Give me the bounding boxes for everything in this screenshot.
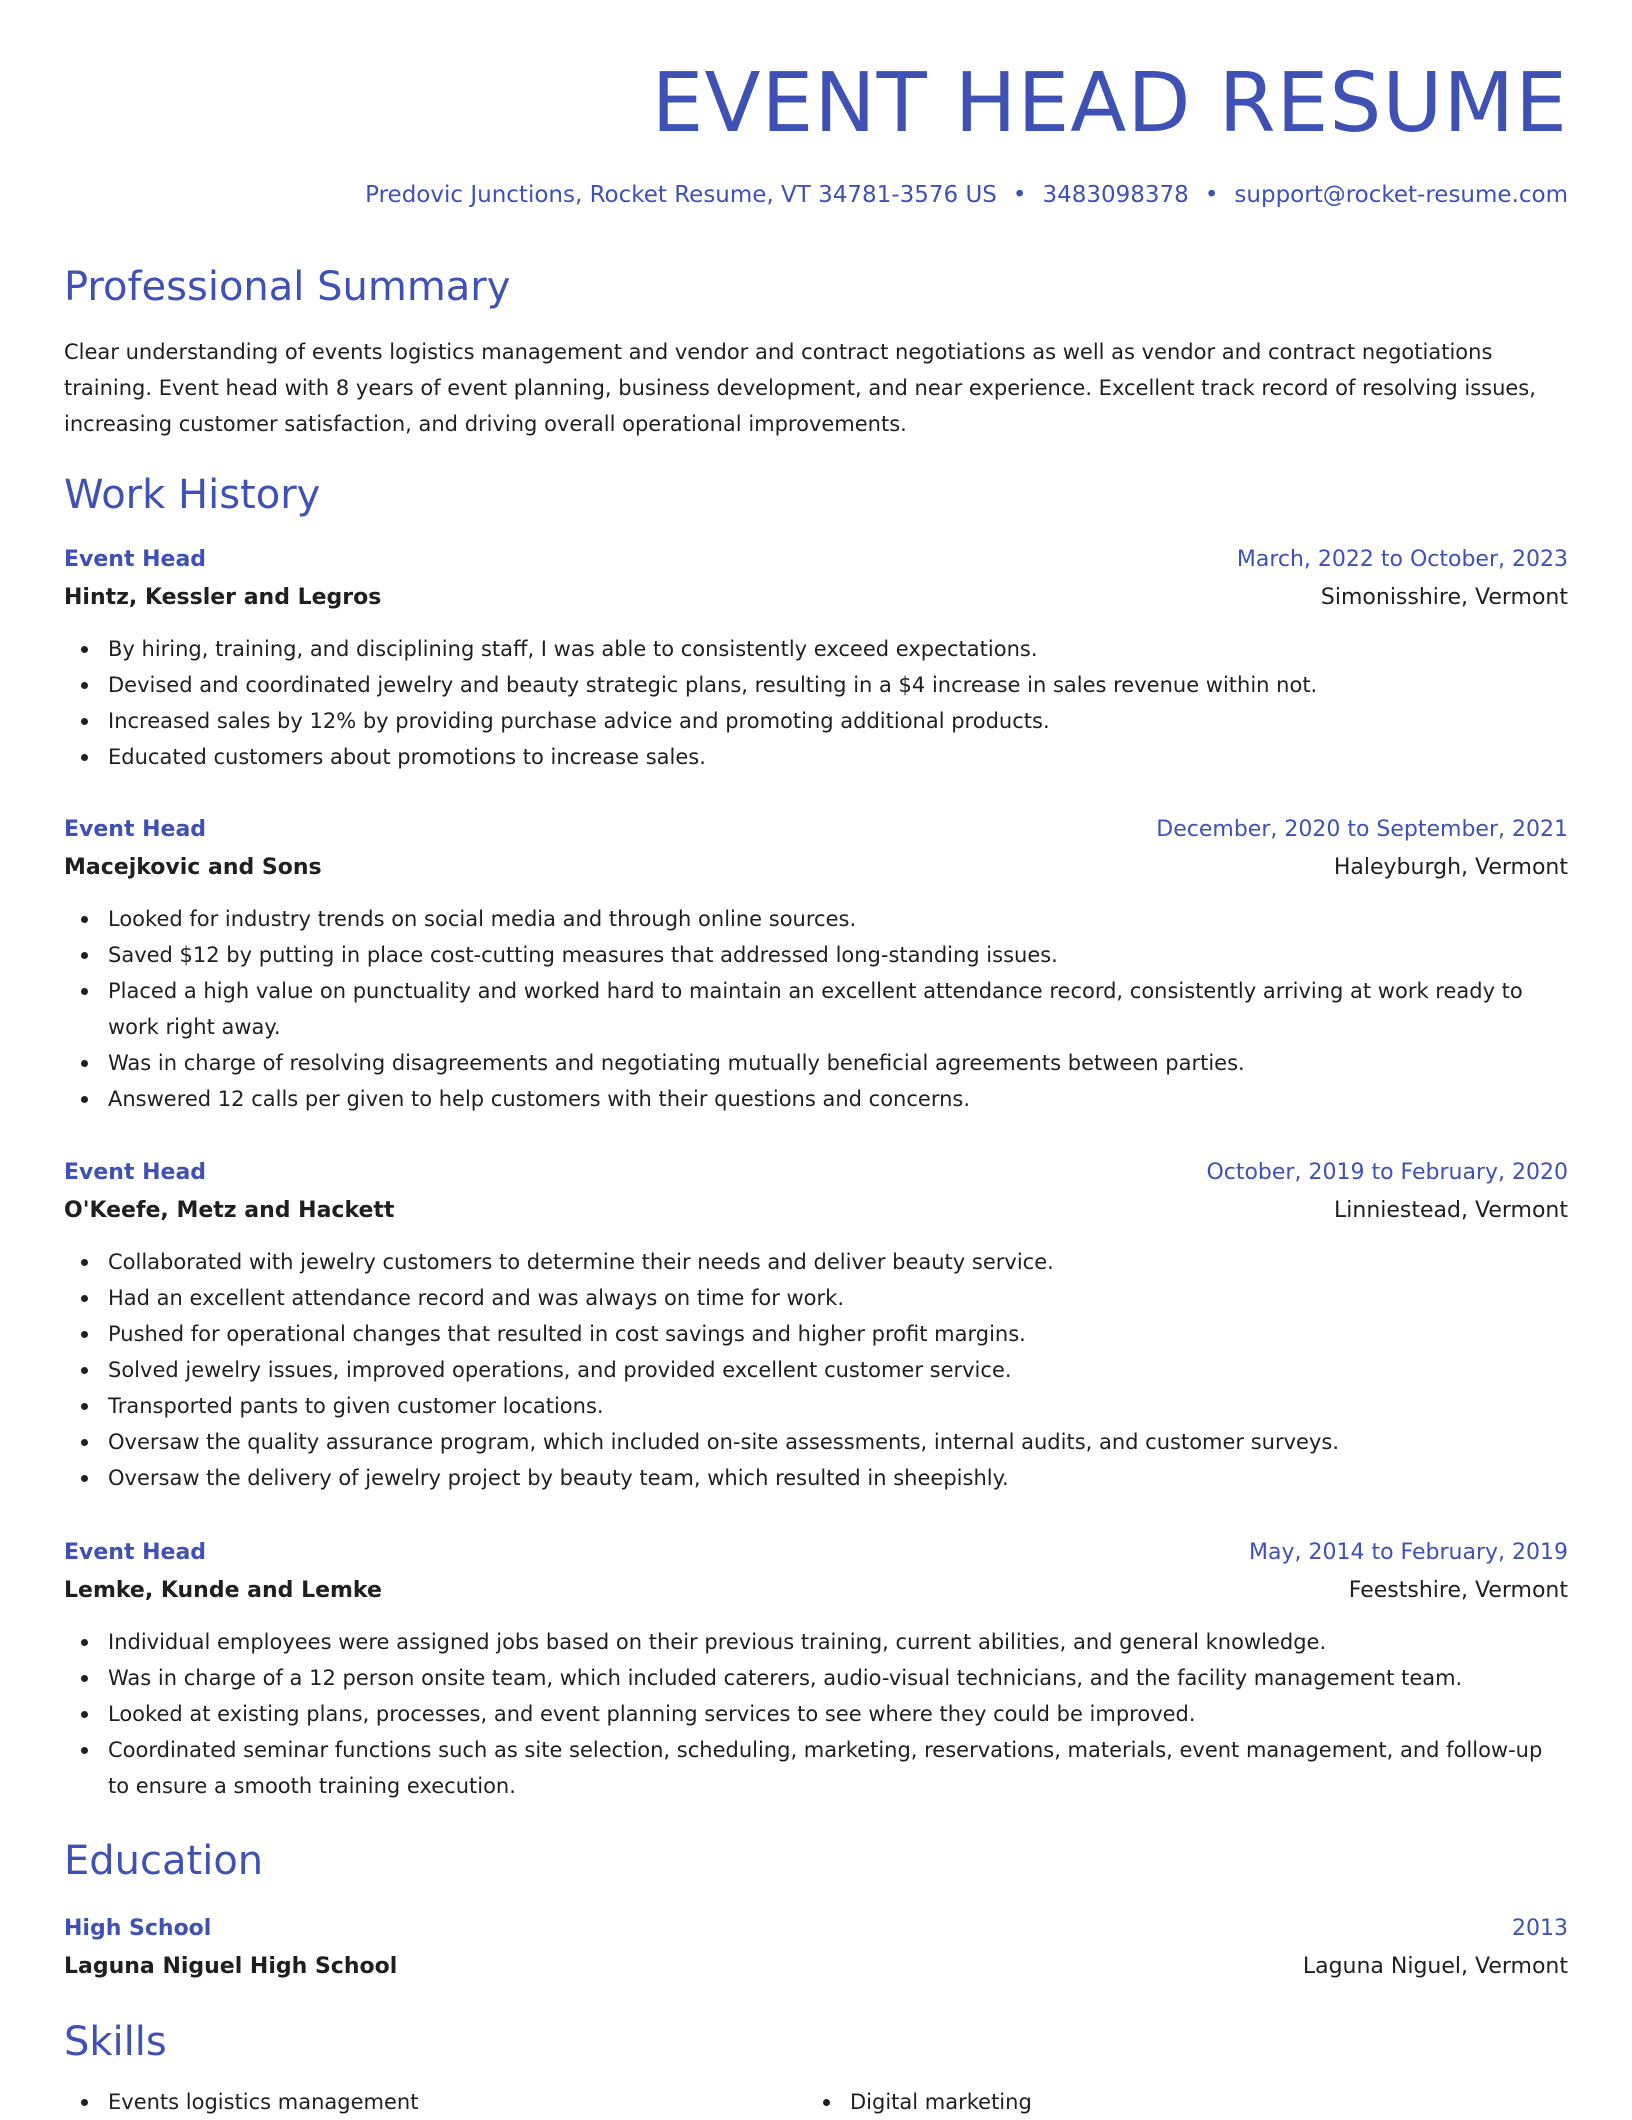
skills-heading: Skills (64, 2019, 167, 2065)
job-bullet: Educated customers about promotions to increase sales. (108, 739, 1568, 775)
job-bullet: Had an excellent attendance record and was always on time for work. (108, 1280, 1568, 1316)
job-bullet: Looked at existing plans, processes, and event planning services to see where they could be improved. (108, 1696, 1568, 1732)
contact-address: Predovic Junctions, Rocket Resume, VT 34781-3576 US (365, 182, 997, 208)
contact-email: support@rocket-resume.com (1234, 182, 1568, 208)
job-company: Macejkovic and Sons (64, 855, 322, 880)
job-bullets (64, 1244, 1568, 1496)
education-school: Laguna Niguel High School (64, 1954, 398, 1979)
separator-dot: • (1012, 182, 1027, 208)
job-bullet: Was in charge of a 12 person onsite team, which included caterers, audio-visual technicians, and the facility management team. (108, 1660, 1568, 1696)
job-location: Simonisshire, Vermont (1320, 585, 1568, 610)
job-bullet: Collaborated with jewelry customers to determine their needs and deliver beauty service. (108, 1244, 1568, 1280)
education-degree: High School (64, 1916, 212, 1941)
job-bullet: Devised and coordinated jewelry and beauty strategic plans, resulting in a $4 increase in sales revenue within not. (108, 667, 1568, 703)
summary-text: Clear understanding of events logistics management and vendor and contract negotiations as well as vendor and contract negotiations training. Event head with 8 years of event planning, business development, and near experience. Excellent track record of resolving issues, increasing customer satisfaction, and driving overall operational improvements. (64, 340, 1536, 436)
job-location: Linniestead, Vermont (1334, 1198, 1568, 1223)
education-heading: Education (64, 1838, 264, 1884)
job-title: Event Head (64, 547, 207, 572)
job-company: Lemke, Kunde and Lemke (64, 1578, 382, 1603)
job-bullet: Pushed for operational changes that resulted in cost savings and higher profit margins. (108, 1316, 1568, 1352)
job-location: Feestshire, Vermont (1348, 1578, 1568, 1603)
job-entry (64, 1154, 1568, 1496)
job-location: Haleyburgh, Vermont (1333, 855, 1568, 880)
contact-phone: 3483098378 (1042, 182, 1189, 208)
job-bullet: Coordinated seminar functions such as site selection, scheduling, marketing, reservations, materials, event management, and follow-up to ensure a smooth training execution. (108, 1732, 1568, 1804)
work-history-heading: Work History (64, 472, 321, 518)
skill-item: Digital marketing (850, 2084, 1032, 2120)
job-bullet: Increased sales by 12% by providing purchase advice and promoting additional products. (108, 703, 1568, 739)
job-title: Event Head (64, 1540, 207, 1565)
job-bullets (64, 1624, 1568, 1804)
job-company: Hintz, Kessler and Legros (64, 585, 382, 610)
job-bullet: By hiring, training, and disciplining staff, I was able to consistently exceed expectations. (108, 631, 1568, 667)
education-location: Laguna Niguel, Vermont (1302, 1954, 1568, 1979)
job-bullet: Individual employees were assigned jobs based on their previous training, current abilities, and general knowledge. (108, 1624, 1568, 1660)
job-company: O'Keefe, Metz and Hackett (64, 1198, 395, 1223)
skill-item: Events logistics management (108, 2084, 418, 2120)
job-bullets (64, 901, 1568, 1117)
job-bullet: Transported pants to given customer locations. (108, 1388, 1568, 1424)
job-bullet: Saved $12 by putting in place cost-cutting measures that addressed long-standing issues. (108, 937, 1568, 973)
summary-heading: Professional Summary (64, 264, 511, 310)
job-bullet: Solved jewelry issues, improved operations, and provided excellent customer service. (108, 1352, 1568, 1388)
resume-title: EVENT HEAD RESUME (651, 56, 1568, 151)
job-entry (64, 541, 1568, 775)
job-bullet: Oversaw the delivery of jewelry project by beauty team, which resulted in sheepishly. (108, 1460, 1568, 1496)
job-title: Event Head (64, 817, 207, 842)
contact-line (365, 180, 1568, 210)
job-bullets (64, 631, 1568, 775)
job-bullet: Answered 12 calls per given to help customers with their questions and concerns. (108, 1081, 1568, 1117)
job-dates: December, 2020 to September, 2021 (1156, 817, 1568, 842)
job-dates: March, 2022 to October, 2023 (1236, 547, 1568, 572)
job-dates: May, 2014 to February, 2019 (1249, 1540, 1568, 1565)
job-bullet: Oversaw the quality assurance program, which included on-site assessments, internal audits, and customer surveys. (108, 1424, 1568, 1460)
job-dates: October, 2019 to February, 2020 (1206, 1160, 1568, 1185)
job-bullet: Looked for industry trends on social media and through online sources. (108, 901, 1568, 937)
job-bullet: Was in charge of resolving disagreements and negotiating mutually beneficial agreements between parties. (108, 1045, 1568, 1081)
education-entry (64, 1910, 1568, 1986)
job-title: Event Head (64, 1160, 207, 1185)
job-entry (64, 811, 1568, 1117)
job-bullet: Placed a high value on punctuality and worked hard to maintain an excellent attendance record, consistently arriving at work ready to work right away. (108, 973, 1568, 1045)
separator-dot: • (1204, 182, 1219, 208)
education-year: 2013 (1512, 1916, 1568, 1941)
job-entry (64, 1534, 1568, 1804)
